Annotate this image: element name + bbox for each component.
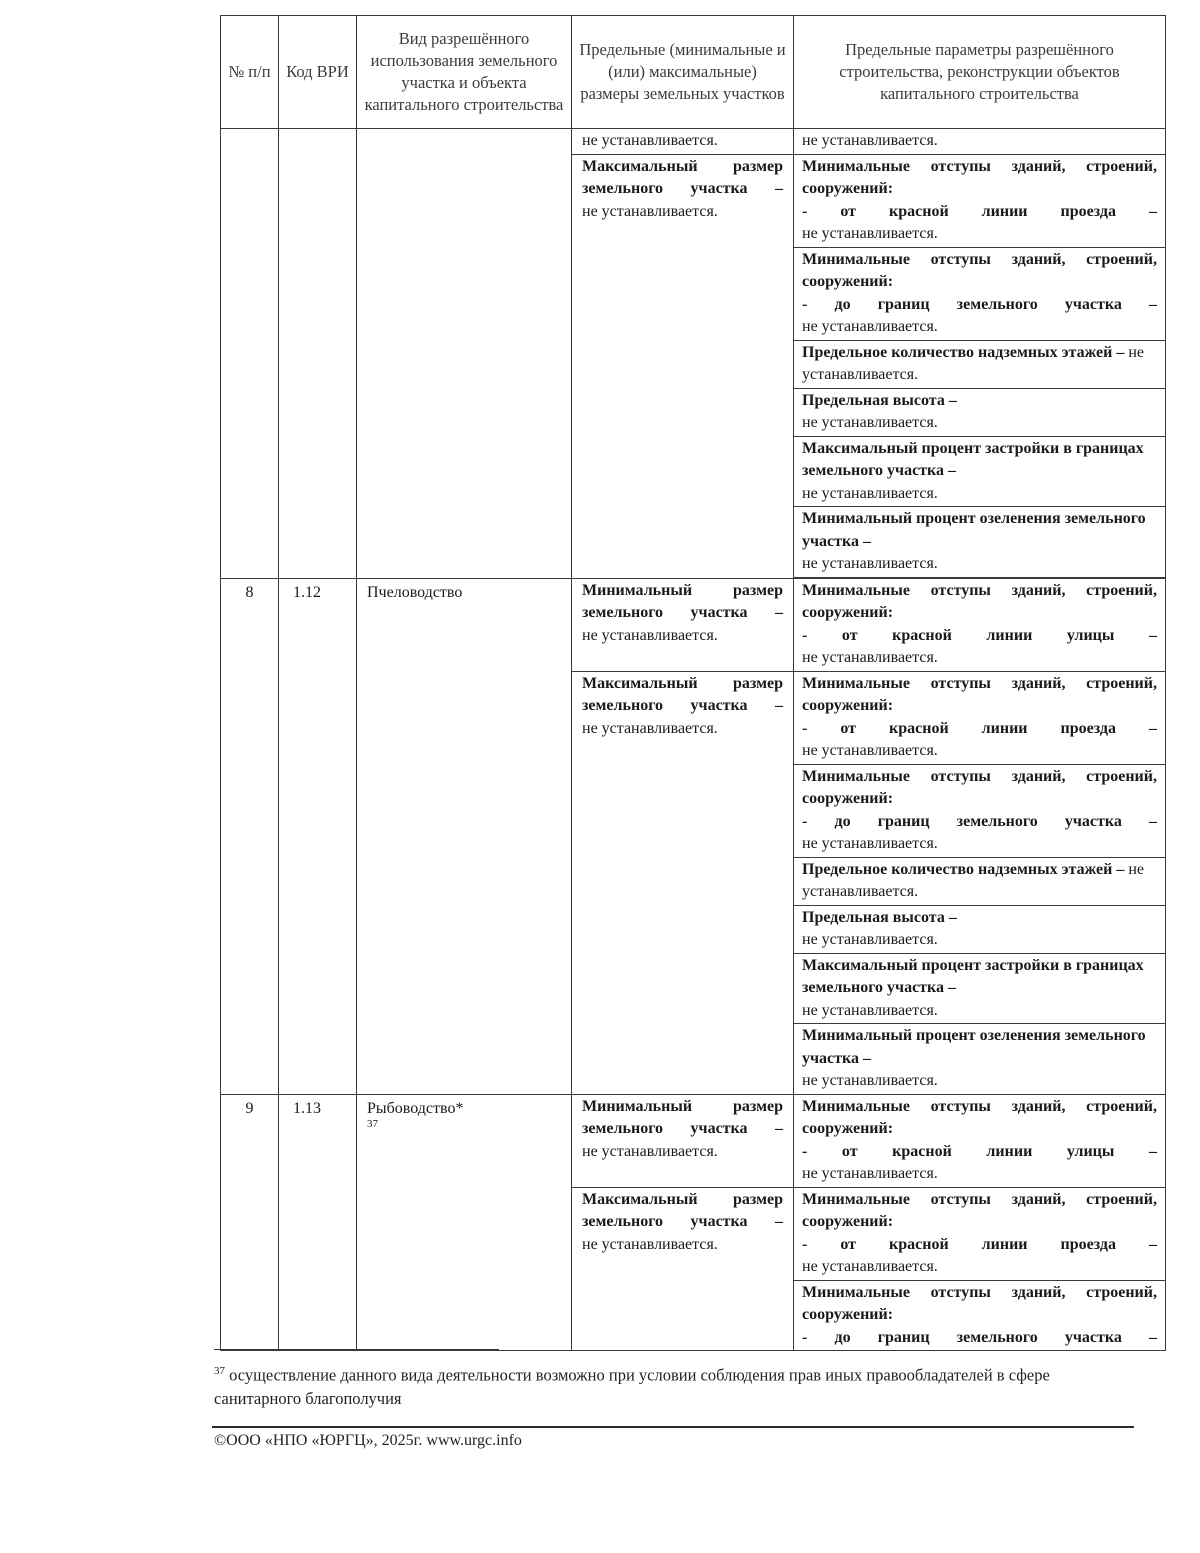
param-value: не устанавливается. bbox=[802, 555, 938, 572]
param-value: не устанавливается. bbox=[802, 1258, 938, 1275]
param-item: - от красной линии проезда – bbox=[802, 1235, 1157, 1253]
param-cell bbox=[794, 247, 1166, 340]
param-value: не устанавливается. bbox=[802, 225, 938, 242]
param-item: - до границ земельного участка – bbox=[802, 812, 1157, 830]
param-value: не устанавливается. bbox=[802, 860, 1144, 900]
param-value: не устанавливается. bbox=[802, 1001, 938, 1019]
param-cell bbox=[794, 905, 1166, 953]
row-code: 1.12 bbox=[279, 578, 357, 1094]
param-cell bbox=[794, 1094, 1166, 1187]
param-value: не устанавливается. bbox=[802, 414, 938, 431]
param-title: Минимальный процент озеленения земельного участка – bbox=[802, 510, 1146, 550]
param-title: Минимальные отступы зданий, строений, сооружений: bbox=[802, 674, 1157, 714]
param-value: не устанавливается. bbox=[802, 343, 1144, 383]
param-cell bbox=[794, 671, 1166, 764]
row-num: 8 bbox=[221, 578, 279, 1094]
param-cell bbox=[794, 1280, 1166, 1351]
param-cell bbox=[794, 388, 1166, 436]
param-item: - от красной линии улицы – bbox=[802, 626, 1157, 644]
use-name-text: Рыбоводство* bbox=[367, 1099, 464, 1117]
param-title: Минимальные отступы зданий, строений, сооружений: bbox=[802, 1190, 1157, 1230]
param-title: Предельное количество надземных этажей – bbox=[802, 860, 1125, 878]
row-num: 9 bbox=[221, 1094, 279, 1351]
footnote-ref: 37 bbox=[367, 1118, 378, 1130]
size-max-title: Максимальный размер земельного участка – bbox=[582, 157, 783, 197]
size-min-value: не устанавливается. bbox=[582, 626, 718, 644]
row-code: 1.13 bbox=[279, 1094, 357, 1351]
footer-divider bbox=[212, 1426, 1134, 1428]
header-code: Код ВРИ bbox=[279, 16, 357, 129]
size-min-title: Минимальный размер земельного участка – bbox=[582, 581, 783, 621]
param-cell bbox=[794, 436, 1166, 507]
param-item: - от красной линии улицы – bbox=[802, 1142, 1157, 1160]
param-cell bbox=[794, 340, 1166, 388]
param-item: - от красной линии проезда – bbox=[802, 719, 1157, 737]
copyright: ©ООО «НПО «ЮРГЦ», 2025г. www.urgc.info bbox=[214, 1432, 522, 1449]
param-value: не устанавливается. bbox=[802, 1072, 938, 1089]
cont-code-cell bbox=[279, 129, 357, 579]
param-title: Предельное количество надземных этажей – bbox=[802, 343, 1125, 361]
row-use-name bbox=[357, 1094, 572, 1351]
cont-name-cell bbox=[357, 129, 572, 579]
size-min-title: Минимальный размер земельного участка – bbox=[582, 1097, 783, 1137]
param-title: Минимальные отступы зданий, строений, сооружений: bbox=[802, 767, 1157, 807]
param-item: - до границ земельного участка – bbox=[802, 1328, 1157, 1346]
header-num: № п/п bbox=[221, 16, 279, 129]
param-value: не устанавливается. bbox=[802, 318, 938, 335]
param-title: Максимальный процент застройки в границах земельного участка – bbox=[802, 956, 1144, 996]
param-cell bbox=[794, 857, 1166, 905]
table-header-row bbox=[221, 16, 1166, 129]
table-row bbox=[221, 129, 1166, 155]
param-value: не устанавливается. bbox=[802, 931, 938, 948]
footnote bbox=[214, 1360, 1114, 1410]
regulations-table bbox=[220, 15, 1166, 1351]
cont-num-cell bbox=[221, 129, 279, 579]
cont-size-tail: не устанавливается. bbox=[572, 129, 794, 155]
size-max-title: Максимальный размер земельного участка – bbox=[582, 1190, 783, 1230]
param-title: Минимальные отступы зданий, строений, сооружений: bbox=[802, 250, 1157, 290]
param-value: не устанавливается. bbox=[802, 835, 938, 852]
param-value: не устанавливается. bbox=[802, 649, 938, 666]
cont-param-tail: не устанавливается. bbox=[794, 129, 1166, 155]
footnote-marker: 37 bbox=[214, 1365, 225, 1377]
param-value: не устанавливается. bbox=[802, 742, 938, 759]
param-cell bbox=[794, 1187, 1166, 1280]
param-cell bbox=[794, 154, 1166, 247]
param-title: Максимальный процент застройки в границах земельного участка – bbox=[802, 439, 1144, 479]
param-cell bbox=[794, 578, 1166, 671]
param-title: Минимальные отступы зданий, строений, сооружений: bbox=[802, 1283, 1157, 1323]
param-cell bbox=[794, 507, 1166, 578]
size-max-cell bbox=[572, 671, 794, 1094]
size-min-cell bbox=[572, 578, 794, 671]
footnote-text: осуществление данного вида деятельности возможно при условии соблюдения прав иных правообладателей в сфере санитарного благополучия bbox=[214, 1365, 1050, 1408]
size-max-cell bbox=[572, 1187, 794, 1351]
size-min-cell bbox=[572, 1094, 794, 1187]
table-row bbox=[221, 578, 1166, 671]
param-value: не устанавливается. bbox=[802, 484, 938, 502]
header-params: Предельные параметры разрешённого строительства, реконструкции объектов капитального строительства bbox=[794, 16, 1166, 129]
size-max-title: Максимальный размер земельного участка – bbox=[582, 674, 783, 714]
header-sizes: Предельные (минимальные и (или) максимальные) размеры земельных участков bbox=[572, 16, 794, 129]
param-title: Минимальные отступы зданий, строений, сооружений: bbox=[802, 1097, 1157, 1137]
row-use-name: Пчеловодство bbox=[357, 578, 572, 1094]
size-min-value: не устанавливается. bbox=[582, 1142, 718, 1160]
param-item: - от красной линии проезда – bbox=[802, 202, 1157, 220]
size-max-value: не устанавливается. bbox=[582, 719, 718, 737]
param-title: Минимальные отступы зданий, строений, сооружений: bbox=[802, 157, 1157, 197]
footnote-divider bbox=[214, 1349, 499, 1350]
param-value: не устанавливается. bbox=[802, 1165, 938, 1182]
param-title: Предельная высота – bbox=[802, 908, 957, 926]
table-row bbox=[221, 1094, 1166, 1187]
param-cell bbox=[794, 1024, 1166, 1095]
param-item: - до границ земельного участка – bbox=[802, 295, 1157, 313]
header-use: Вид разрешённого использования земельного участка и объекта капитального строительства bbox=[357, 16, 572, 129]
param-cell bbox=[794, 953, 1166, 1024]
param-title: Предельная высота – bbox=[802, 391, 957, 409]
cont-size-max bbox=[572, 154, 794, 578]
param-title: Минимальные отступы зданий, строений, сооружений: bbox=[802, 581, 1157, 621]
size-max-value: не устанавливается. bbox=[582, 1235, 718, 1253]
size-max-value: не устанавливается. bbox=[582, 202, 718, 220]
param-title: Минимальный процент озеленения земельного участка – bbox=[802, 1027, 1146, 1067]
param-cell bbox=[794, 764, 1166, 857]
